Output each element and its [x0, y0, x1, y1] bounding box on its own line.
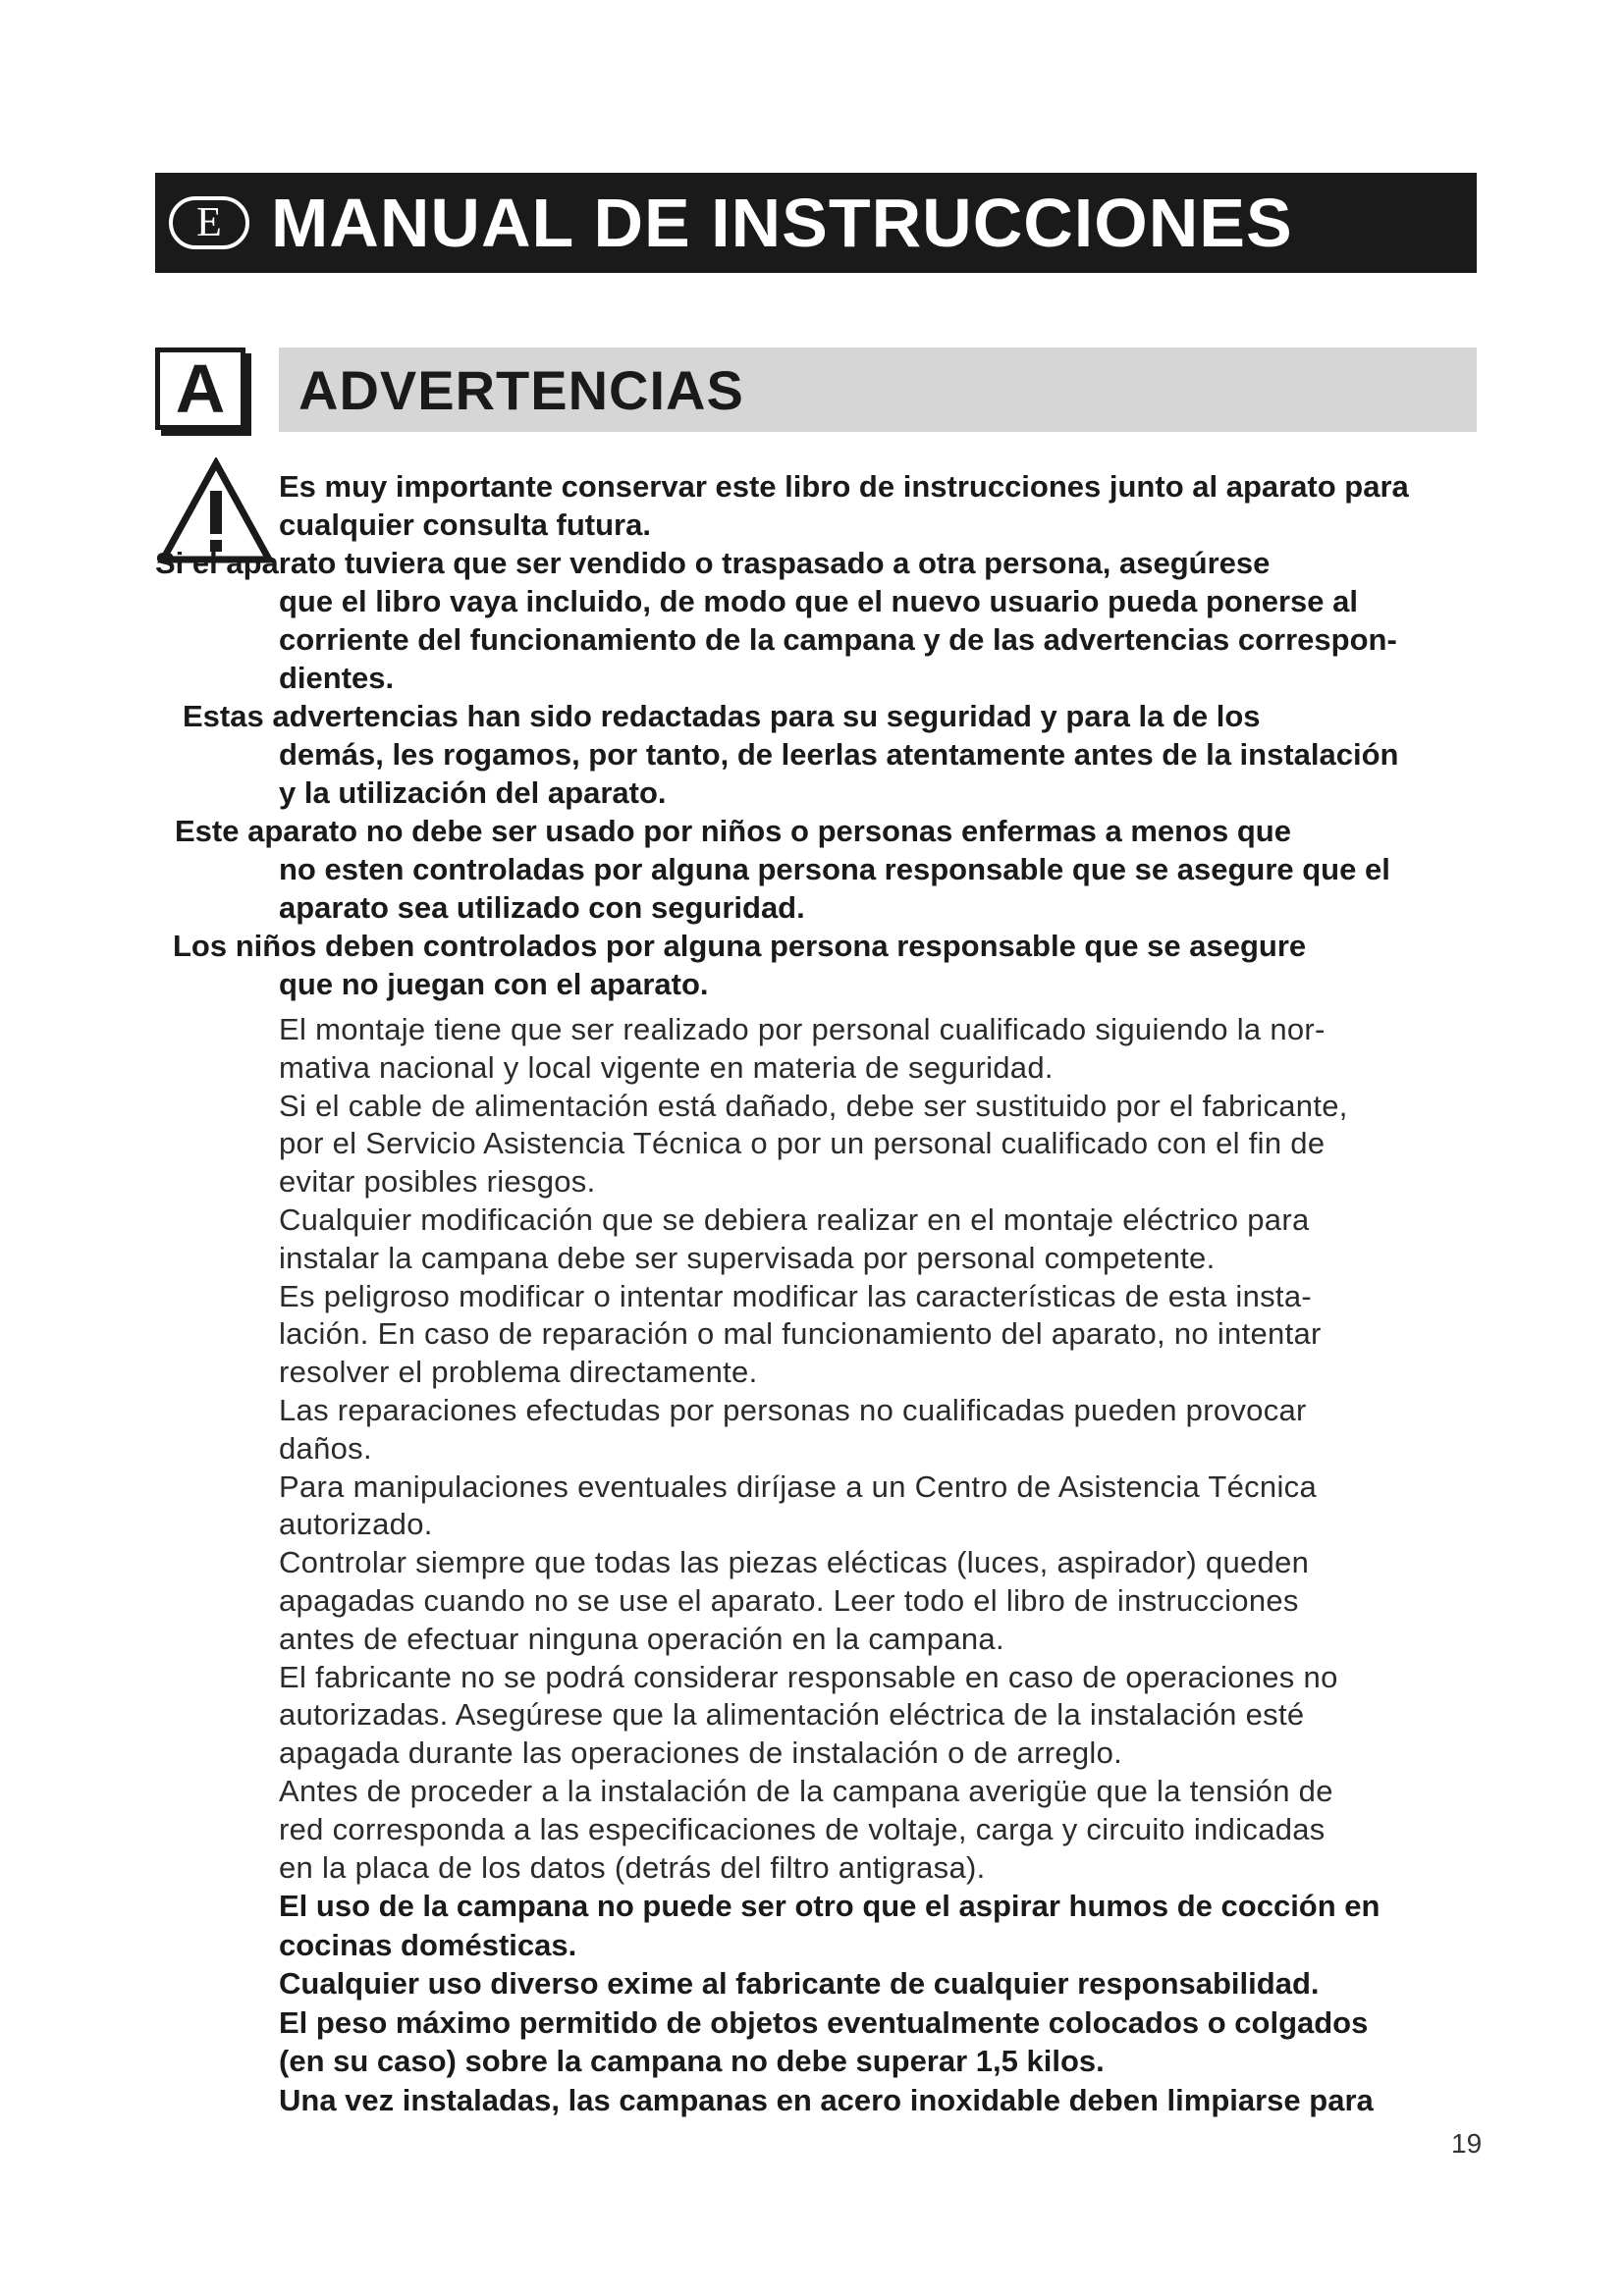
title-bar: [155, 173, 1477, 273]
text-line: que el libro vaya incluido, de modo que el nuevo usuario pueda ponerse al: [279, 584, 1359, 618]
text-line: cualquier consulta futura.: [279, 507, 651, 542]
text-line: Es peligroso modificar o intentar modificar las características de esta insta-: [279, 1278, 1312, 1313]
page-title: MANUAL DE INSTRUCCIONES: [271, 185, 1293, 261]
text-line: Antes de proceder a la instalación de la campana averigüe que la tensión de: [279, 1773, 1333, 1808]
language-badge: E: [169, 196, 249, 249]
paragraph: [183, 697, 1399, 812]
text-line: aparato sea utilizado con seguridad.: [279, 890, 805, 925]
paragraph: [173, 927, 1306, 1003]
text-line: mativa nacional y local vigente en materia de seguridad.: [279, 1049, 1054, 1085]
text-line: Las reparaciones efectudas por personas no cualificadas pueden provocar: [279, 1392, 1307, 1427]
paragraph: [279, 1887, 1380, 2119]
text-line: Si el cable de alimentación está dañado, debe ser sustituido por el fabricante,: [279, 1088, 1348, 1123]
text-line: El fabricante no se podrá considerar responsable en caso de operaciones no: [279, 1659, 1338, 1694]
text-line: en la placa de los datos (detrás del filtro antigrasa).: [279, 1849, 986, 1885]
text-line: evitar posibles riesgos.: [279, 1164, 596, 1200]
text-line: Para manipulaciones eventuales diríjase a un Centro de Asistencia Técnica: [279, 1468, 1317, 1504]
text-line: apagada durante las operaciones de instalación o de arreglo.: [279, 1735, 1123, 1771]
paragraph: [279, 467, 1409, 544]
text-line: Controlar siempre que todas las piezas elécticas (luces, aspirador) queden: [279, 1545, 1310, 1580]
text-line: Si el aparato tuviera que ser vendido o traspasado a otra persona, asegúrese: [155, 546, 1271, 580]
text-line: daños.: [279, 1430, 372, 1466]
text-line: por el Servicio Asistencia Técnica o por un personal cualificado con el fin de: [279, 1126, 1326, 1161]
text-line: dientes.: [279, 661, 395, 695]
text-line: El montaje tiene que ser realizado por personal cualificado siguiendo la nor-: [279, 1012, 1326, 1046]
text-line: Es muy importante conservar este libro de instrucciones junto al aparato para: [279, 469, 1409, 504]
text-line: corriente del funcionamiento de la campana y de las advertencias correspon-: [279, 622, 1397, 657]
text-line: Este aparato no debe ser usado por niños o personas enfermas a menos que: [175, 814, 1291, 848]
text-line: apagadas cuando no se use el aparato. Leer todo el libro de instrucciones: [279, 1582, 1299, 1618]
text-line: Cualquier modificación que se debiera realizar en el montaje eléctrico para: [279, 1201, 1310, 1237]
text-line: que no juegan con el aparato.: [279, 967, 709, 1001]
text-line: demás, les rogamos, por tanto, de leerlas atentamente antes de la instalación: [279, 737, 1399, 772]
text-line: lación. En caso de reparación o mal funcionamiento del aparato, no intentar: [279, 1316, 1322, 1352]
text-line: Una vez instaladas, las campanas en acero inoxidable deben limpiarse para: [279, 2082, 1374, 2117]
text-line: no esten controladas por alguna persona responsable que se asegure que el: [279, 852, 1390, 886]
text-line: Estas advertencias han sido redactadas para su seguridad y para la de los: [183, 699, 1261, 733]
paragraph: [175, 812, 1390, 927]
text-line: (en su caso) sobre la campana no debe superar 1,5 kilos.: [279, 2044, 1105, 2078]
text-line: red corresponda a las especificaciones de voltaje, carga y circuito indicadas: [279, 1811, 1326, 1846]
text-line: autorizadas. Asegúrese que la alimentación eléctrica de la instalación esté: [279, 1697, 1305, 1733]
section-header: [279, 347, 1477, 432]
text-line: Los niños deben controlados por alguna persona responsable que se asegure: [173, 929, 1307, 963]
text-line: antes de efectuar ninguna operación en la campana.: [279, 1621, 1004, 1656]
text-line: autorizado.: [279, 1507, 433, 1542]
text-line: El peso máximo permitido de objetos eventualmente colocados o colgados: [279, 2004, 1369, 2040]
paragraph: [155, 544, 1397, 697]
text-line: El uso de la campana no puede ser otro que el aspirar humos de cocción en: [279, 1889, 1380, 1923]
section-letter: A: [155, 347, 245, 430]
page-number: 19: [1451, 2128, 1483, 2159]
text-line: y la utilización del aparato.: [279, 775, 667, 810]
text-line: cocinas domésticas.: [279, 1927, 577, 1962]
text-line: resolver el problema directamente.: [279, 1355, 758, 1390]
section-title: ADVERTENCIAS: [298, 358, 744, 421]
text-line: Cualquier uso diverso exime al fabricante de cualquier responsabilidad.: [279, 1966, 1320, 2001]
paragraph: [279, 1011, 1348, 1887]
text-line: instalar la campana debe ser supervisada por personal competente.: [279, 1240, 1216, 1275]
